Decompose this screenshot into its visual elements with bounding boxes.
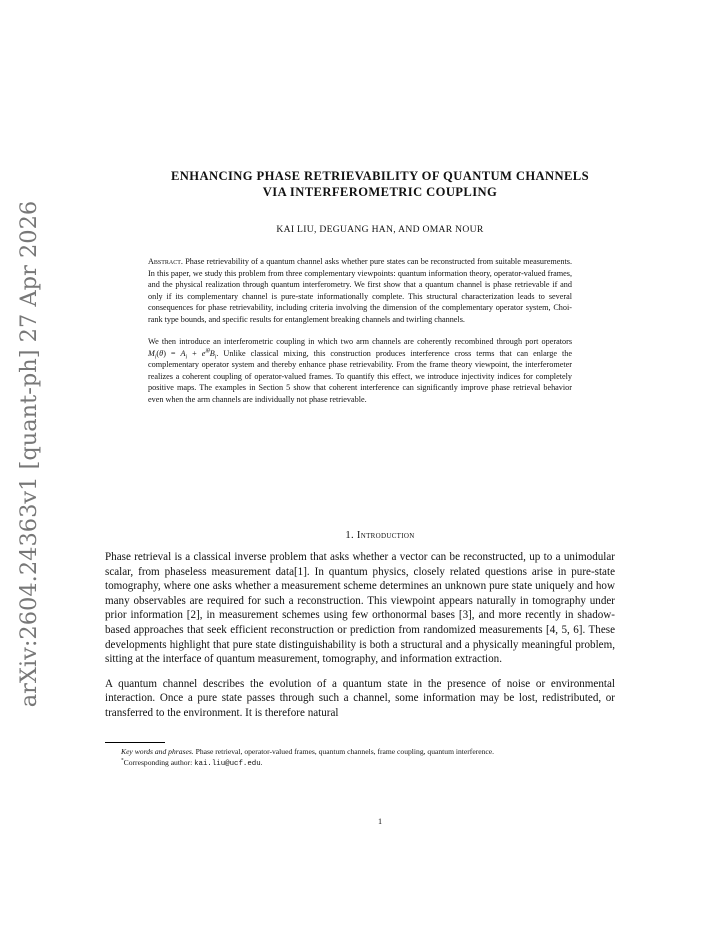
keywords-text: Phase retrieval, operator-valued frames, quantum channels, frame coupling, quantum interference. <box>195 747 495 756</box>
body-text <box>105 550 615 731</box>
port-operator-formula: $M_i(\theta) = A_i + e^{i\theta}B_i$ <box>148 347 217 361</box>
title-line-1: ENHANCING PHASE RETRIEVABILITY OF QUANTUM CHANNELS <box>170 169 590 183</box>
body-paragraph-2: A quantum channel describes the evolution of a quantum state in the presence of noise or environmental interaction. Once a pure state passes through such a channel, some information may be lost, redistributed, or transferred to the environment. It is therefore natural <box>105 677 615 719</box>
paper-title <box>80 169 680 200</box>
page-number: 1 <box>377 817 383 826</box>
keywords-footnote <box>105 746 615 757</box>
footnotes <box>105 746 615 770</box>
arxiv-stamp-text: arXiv:2604.24363v1 [quant-ph] 27 Apr 2026 <box>16 200 42 708</box>
body-paragraph-1: Phase retrieval is a classical inverse problem that asks whether a vector can be reconstructed, up to a unimodular scalar, from phaseless measurement data[1]. In quantum physics, closely related questions arise in pure-state tomography, where one asks whether a measurement scheme determines an unknown pure state uniquely and how many observables are required for such a reconstruction. This viewpoint appears naturally in tomography under prior information [2], in measurement schemes using few orthonormal bases [3], and more recently in shadow-based approaches that seek efficient reconstruction or prediction from randomized measurements [4, 5, 6]. These developments highlight that pure state distinguishability is both a structural and a physically meaningful problem, sitting at the interface of quantum measurement, tomography, and information extraction. <box>105 551 615 666</box>
section-heading <box>80 530 680 541</box>
corresponding-end: . <box>260 758 263 767</box>
section-title: Introduction <box>356 530 415 541</box>
keywords-label: Key words and phrases. <box>121 747 194 756</box>
abstract-text-2b: . Unlike classical mixing, this construction produces interference cross terms that can enlarge the complementary operator system and thereby enhance phase retrievability. From the frame theory viewpoint, the interferometer realizes a coherent coupling of operator-valued frames. To quantify this effect, we introduce injectivity indices for completely positive maps. The examples in Section 5 show that coherent interference can significantly improve phase retrieval behavior even when the arm channels are individually not phase retrievable. <box>148 348 572 404</box>
corresponding-footnote <box>105 757 615 770</box>
abstract-text-1: Phase retrievability of a quantum channel asks whether pure states can be reconstructed from suitable measurements. In this paper, we study this problem from three complementary viewpoints: quantum information theory, operator-valued frames, and the physical realization through quantum interferometry. We first show that a quantum channel is phase retrievable if and only if its complementary channel is pure-state informationally complete. This structural characterization leads to several consequences for phase retrievability, including criteria involving the dimension of the complementary operator system, Choi-rank type bounds, and specific results for entanglement breaking channels and twirling channels. <box>148 257 572 324</box>
abstract-paragraph-1 <box>148 256 572 325</box>
abstract-text-2a: We then introduce an interferometric coupling in which two arm channels are coherently recombined through port operators <box>148 337 572 346</box>
footnote-rule <box>105 742 165 743</box>
section-number: 1. <box>345 530 354 541</box>
arxiv-stamp <box>10 200 48 708</box>
abstract-label: Abstract. <box>148 257 183 266</box>
corresponding-email[interactable]: kai.liu@ucf.edu <box>194 760 261 768</box>
corresponding-label: Corresponding author: <box>123 758 195 767</box>
corresponding-mark: * <box>121 757 124 764</box>
author-list: KAI LIU, DEGUANG HAN, AND OMAR NOUR <box>276 224 484 235</box>
abstract <box>148 256 572 416</box>
title-line-2: VIA INTERFEROMETRIC COUPLING <box>262 184 498 199</box>
abstract-paragraph-2 <box>148 336 572 405</box>
